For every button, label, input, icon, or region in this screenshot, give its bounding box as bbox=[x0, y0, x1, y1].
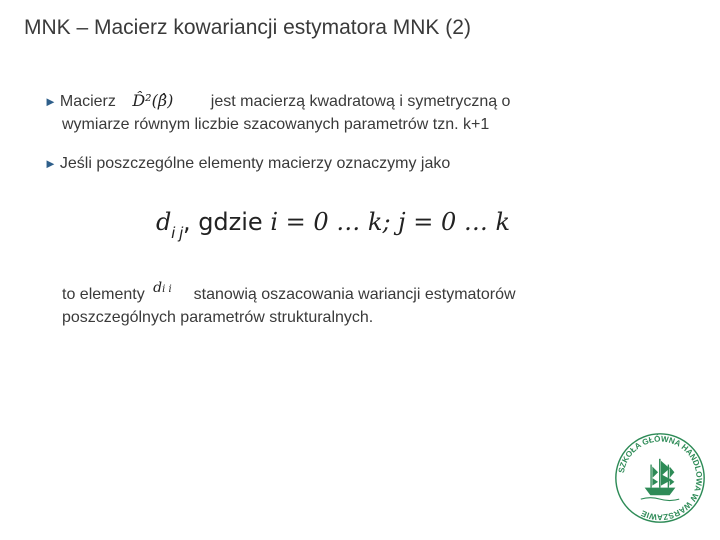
bullet-1-line2: wymiarze równym liczbie szacowanych parametrów tzn. k+1 bbox=[62, 116, 490, 133]
paragraph-3 bbox=[62, 279, 702, 329]
index-formula bbox=[156, 208, 510, 243]
logo-text: SZKOŁA GŁÓWNA HANDLOWA W WARSZAWIE bbox=[616, 434, 704, 522]
dii-symbol bbox=[149, 279, 189, 305]
formula-i-range: i = 0 … k; bbox=[270, 208, 391, 236]
formula-d-subscript: i j bbox=[171, 225, 183, 242]
sgh-logo bbox=[612, 430, 708, 526]
paragraph-3-line2: poszczególnych parametrów strukturalnych. bbox=[62, 309, 374, 326]
paragraph-3-start: to elementy bbox=[62, 286, 145, 303]
bullet-1-start: Macierz bbox=[59, 93, 116, 110]
paragraph-3-end: stanowią oszacowania wariancji estymatorów bbox=[193, 286, 516, 303]
bullet-1 bbox=[44, 90, 684, 136]
ship-icon bbox=[641, 459, 679, 501]
variance-matrix-symbol: D̂²(β̂) bbox=[132, 90, 174, 110]
dii-d: d bbox=[153, 279, 163, 296]
bullet-2 bbox=[44, 152, 684, 175]
sgh-logo-emblem bbox=[612, 430, 708, 526]
variance-matrix-formula bbox=[120, 91, 206, 113]
formula-gdzie: , gdzie bbox=[182, 208, 271, 236]
bullet-2-text: Jeśli poszczególne elementy macierzy oznaczymy jako bbox=[59, 155, 451, 172]
dii-subscript: i i bbox=[162, 283, 172, 295]
slide-title: MNK – Macierz kowariancji estymatora MNK (2) bbox=[24, 16, 471, 39]
bullet-triangle-icon: ► bbox=[44, 94, 57, 109]
bullet-1-end: jest macierzą kwadratową i symetryczną o bbox=[210, 93, 511, 110]
formula-j-range: j = 0 … k bbox=[390, 208, 511, 236]
bullet-triangle-icon: ► bbox=[44, 156, 57, 171]
formula-d: d bbox=[156, 208, 172, 236]
